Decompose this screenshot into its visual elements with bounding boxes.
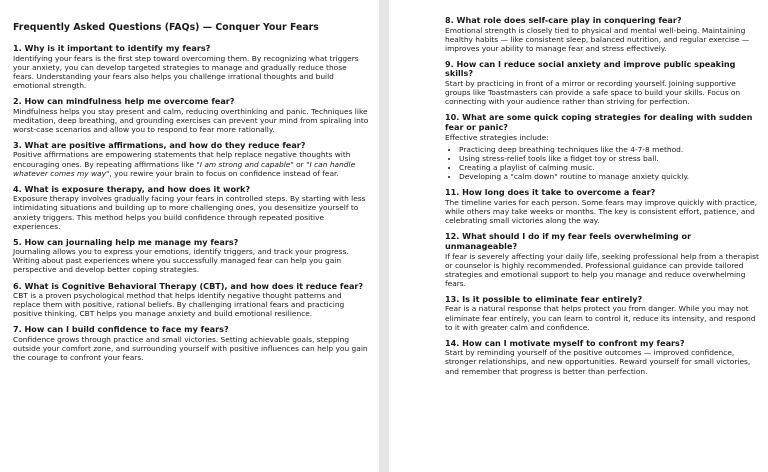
- faq-question: 12. What should I do if my fear feels overwhelming or unmanageable?: [445, 231, 692, 251]
- faq-question: 4. What is exposure therapy, and how does it work?: [13, 183, 251, 194]
- faq-item-13: [445, 295, 760, 332]
- faq-answer: Start by reminding yourself of the positive outcomes — improved confidence, stronger relationships, and new opportunities. Reward yourself for small victories, and remember that progress is better than perfection.: [445, 348, 751, 376]
- faq-item-1: [13, 44, 369, 90]
- faq-answer: Effective strategies include:: [445, 132, 549, 142]
- faq-answer: If fear is severely affecting your daily life, seeking professional help from a therapist or counselor is highly recommended. Professional guidance can provide tailored strategies and emotional support to help you manage and reduce overwhelming fears.: [445, 251, 759, 288]
- affirmation-quote: "I can handle whatever comes my way": [13, 159, 356, 178]
- faq-item-4: [13, 185, 369, 231]
- faq-item-12: [445, 232, 760, 288]
- faq-answer: [13, 150, 369, 177]
- faq-answer: Exposure therapy involves gradually facing your fears in controlled steps. By starting with less intimidating situations and building up to more challenging ones, you desensitize yourself to anxiety triggers. This method helps you build confidence through repeated positive experiences.: [13, 194, 366, 231]
- faq-answer: CBT is a proven psychological method that helps identify negative thought patterns and replace them with positive, rational beliefs. By challenging irrational fears and practicing positive thinking, CBT helps you manage anxiety and build emotional resilience.: [13, 291, 345, 319]
- document-title: Frequently Asked Questions (FAQs) — Conquer Your Fears: [13, 22, 319, 33]
- faq-question: 10. What are some quick coping strategies for dealing with sudden fear or panic?: [445, 112, 753, 132]
- faq-item-8: [445, 16, 760, 53]
- faq-answer-text: Positive affirmations are empowering statements that help replace negative thoughts with encouraging ones. By repeating affirmations like: [13, 150, 351, 169]
- faq-answer: Confidence grows through practice and small victories. Setting achievable goals, stepping outside your comfort zone, and surrounding yourself with positive influences can help you gain the courage to confront your fears.: [13, 335, 368, 363]
- affirmation-quote: "I am strong and capable": [196, 159, 294, 169]
- faq-question: 9. How can I reduce social anxiety and improve public speaking skills?: [445, 58, 736, 79]
- faq-item-9: [445, 60, 760, 106]
- faq-question: 13. Is it possible to eliminate fear entirely?: [445, 293, 643, 304]
- faq-question: 11. How long does it take to overcome a fear?: [445, 187, 656, 198]
- faq-item-7: [13, 325, 369, 362]
- document-page-right: [389, 0, 768, 472]
- faq-question: 8. What role does self-care play in conquering fear?: [445, 15, 682, 25]
- faq-question: 14. How can I motivate myself to confront my fears?: [445, 337, 685, 348]
- list-item: • Practicing deep breathing techniques like the 4-7-8 method.: [459, 145, 760, 154]
- faq-item-10: [445, 113, 760, 181]
- faq-answer-text: , you rewire your brain to focus on confidence instead of fear.: [109, 168, 339, 178]
- list-item: • Using stress-relief tools like a fidget toy or stress ball.: [459, 154, 760, 163]
- faq-answer: Journaling allows you to express your emotions, identify triggers, and track your progress. Writing about past experiences where you successfully managed fear can help you gain perspective and develop better coping strategies.: [13, 247, 349, 275]
- faq-answer: Emotional strength is closely tied to physical and mental well-being. Maintaining healthy habits — like consistent sleep, balanced nutrition, and regular exercise — improves your ability to manage fear and stress effectively.: [445, 25, 750, 53]
- faq-question: 5. How can journaling help me manage my fears?: [13, 236, 239, 247]
- document-page-left: [0, 0, 379, 472]
- faq-answer: Start by practicing in front of a mirror or recording yourself. Joining supportive groups like Toastmasters can provide a safe space to build your skills. Focus on connecting with your audience rather than striving for perfection.: [445, 79, 741, 107]
- faq-answer: The timeline varies for each person. Some fears may improve quickly with practice, while others may take weeks or months. The key is consistent effort, patience, and celebrating small victories along the way.: [445, 198, 758, 226]
- faq-item-2: [13, 97, 369, 134]
- strategy-list: [445, 145, 760, 182]
- faq-answer: Mindfulness helps you stay present and calm, reducing overthinking and panic. Techniques like meditation, deep breathing, and grounding exercises can prevent your mind from spiraling into worst-case scenarios and allow you to respond to fear more rationally.: [13, 106, 369, 134]
- faq-item-3: [13, 141, 369, 178]
- list-item: • Developing a "calm down" routine to manage anxiety quickly.: [459, 172, 760, 181]
- faq-answer-text: or: [293, 159, 307, 169]
- list-item: • Creating a playlist of calming music.: [459, 163, 760, 172]
- faq-question: 1. Why is it important to identify my fears?: [13, 43, 211, 53]
- faq-item-6: [13, 282, 369, 319]
- faq-item-14: [445, 339, 760, 376]
- faq-question: 7. How can I build confidence to face my fears?: [13, 324, 229, 335]
- faq-answer: Identifying your fears is the first step toward overcoming them. By recognizing what triggers your anxiety, you can develop targeted strategies to manage and gradually reduce those fears. Understanding your fears also helps you challenge irrational thoughts and build emotional strength.: [13, 53, 359, 90]
- faq-answer: Fear is a natural response that helps protect you from danger. While you may not eliminate fear entirely, you can learn to control it, reduce its intensity, and respond to it with greater calm and confidence.: [445, 304, 756, 332]
- faq-question: 6. What is Cognitive Behavioral Therapy (CBT), and how does it reduce fear?: [13, 280, 364, 291]
- faq-item-5: [13, 238, 369, 275]
- faq-item-11: [445, 188, 760, 225]
- faq-question: 2. How can mindfulness help me overcome fear?: [13, 95, 235, 106]
- faq-question: 3. What are positive affirmations, and how do they reduce fear?: [13, 139, 306, 150]
